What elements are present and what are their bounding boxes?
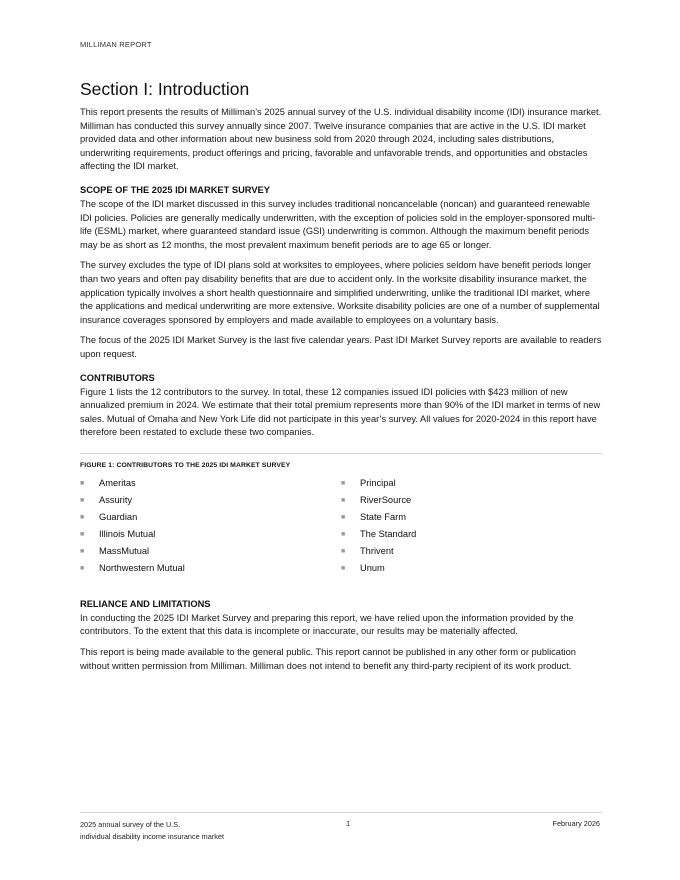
footer-title-line: individual disability income insurance market [80,831,224,841]
figure-divider [80,453,602,454]
figure-title: FIGURE 1: CONTRIBUTORS TO THE 2025 IDI MARKET SURVEY [80,461,291,469]
footer-title-line: 2025 annual survey of the U.S. [80,820,181,829]
bullet-icon: ■ [341,479,346,487]
bullet-icon: ■ [341,547,346,555]
scope-paragraph: The survey excludes the type of IDI plans sold at worksites to employees, where policies seldom have benefit periods longer than two years and often pay disability benefits that are due to accident only. In the worksite disability insurance market, the application typically involves a short health questionnaire and simplified underwriting, unlike the traditional IDI market, where the applications and medical underwriting are more extensive. Worksite disability policies are one of a number of supplemental insurance coverages sponsored by employers and made available to employees on a voluntary basis. [80,260,600,325]
bullet-icon: ■ [80,547,85,555]
contributor-name: State Farm [360,511,406,522]
contributor-item [341,526,602,543]
bullet-icon: ■ [341,530,346,538]
footer-date: February 2026 [552,819,600,828]
contributor-item [341,543,602,560]
contributor-name: RiverSource [360,494,412,505]
bullet-icon: ■ [80,513,85,521]
scope-paragraph: The scope of the IDI market discussed in this survey includes traditional noncancelable (noncan) and guaranteed renewable IDI policies. Policies are generally medically underwritten, with the exception of policies sold in the employer-sponsored multi-life (ESML) market, where guaranteed standard issue (GSI) underwriting is common. Although the maximum benefit periods may be as short as 12 months, the most prevalent maximum benefit periods are to age 65 or longer. [80,198,596,250]
contributor-item [80,492,341,509]
bullet-icon: ■ [80,496,85,504]
footer-divider [80,812,602,813]
contributor-item [80,560,341,577]
contributor-name: Principal [360,477,396,488]
contributors-list [80,475,602,577]
contributor-item [80,543,341,560]
contributor-item [341,560,602,577]
contributor-name: Unum [360,562,385,573]
contributor-item [341,492,602,509]
contributor-name: Ameritas [99,477,136,488]
contributor-name: Assurity [99,494,133,505]
reliance-heading: RELIANCE AND LIMITATIONS [80,598,211,609]
contributor-item [341,475,602,492]
contributor-item [341,509,602,526]
contributor-item [80,509,341,526]
intro-paragraph: This report presents the results of Milliman’s 2025 annual survey of the U.S. individual disability income (IDI) insurance market. Milliman has conducted this survey annually since 2007. Twelve insurance companies that are active in the U.S. IDI market provided data and other information about new business sold from 2020 through 2024, including sales distributions, underwriting requirements, product offerings and pricing, favorable and unfavorable trends, and opportunities and obstacles affecting the IDI market. [80,107,602,172]
contributor-name: Northwestern Mutual [99,562,185,573]
bullet-icon: ■ [80,530,85,538]
footer-report-title [80,819,224,842]
contributor-item [80,475,341,492]
bullet-icon: ■ [341,564,346,572]
page-number: 1 [346,819,351,828]
reliance-paragraph: This report is being made available to the general public. This report cannot be published in any other form or publication without written permission from Milliman. Milliman does not intend to benefit any third-party recipient of its work product. [80,647,576,671]
contributor-name: Illinois Mutual [99,528,156,539]
contributor-name: MassMutual [99,545,150,556]
contributors-column-left [80,475,341,577]
bullet-icon: ■ [80,564,85,572]
scope-paragraph: The focus of the 2025 IDI Market Survey is the last five calendar years. Past IDI Market Survey reports are available to readers upon request. [80,335,602,359]
contributor-name: Thrivent [360,545,394,556]
section-title: Section I: Introduction [80,79,250,99]
contributors-heading: CONTRIBUTORS [80,372,155,383]
contributor-name: Guardian [99,511,138,522]
contributor-name: The Standard [360,528,417,539]
running-header: MILLIMAN REPORT [80,40,152,49]
page-content [80,79,602,680]
scope-heading: SCOPE OF THE 2025 IDI MARKET SURVEY [80,184,270,195]
bullet-icon: ■ [341,496,346,504]
contributor-item [80,526,341,543]
bullet-icon: ■ [80,479,85,487]
contributors-column-right [341,475,602,577]
reliance-paragraph: In conducting the 2025 IDI Market Survey and preparing this report, we have relied upon the information provided by the contributors. To the extent that this data is incomplete or inaccurate, our results may be materially affected. [80,612,574,637]
contributors-paragraph: Figure 1 lists the 12 contributors to the survey. In total, these 12 companies issued IDI policies with $423 million of new annualized premium in 2024. We estimate that their total premium represents more than 90% of the IDI market in terms of new sales. Mutual of Omaha and New York Life did not participate in this year’s survey. All values for 2020-2024 in this report have therefore been restated to exclude these two companies. [80,386,601,438]
bullet-icon: ■ [341,513,346,521]
